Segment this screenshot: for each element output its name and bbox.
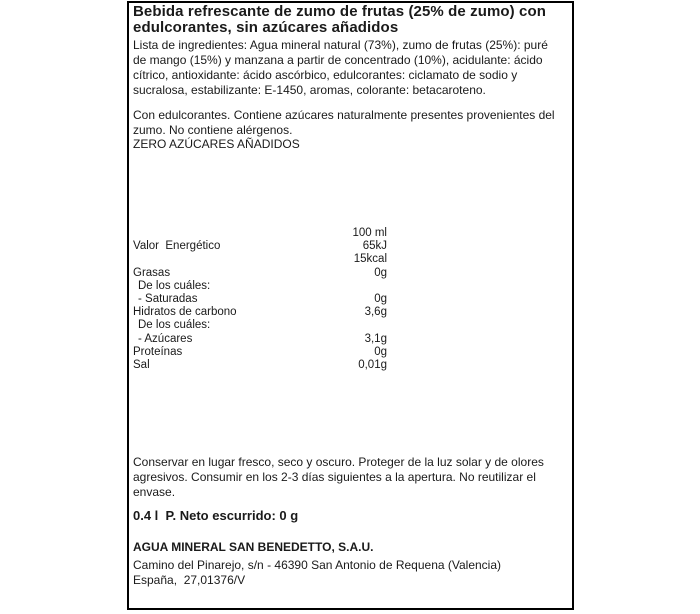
nutrition-row-label: - Azúcares	[138, 332, 193, 345]
nutrition-row-salt	[133, 359, 558, 372]
nutrition-row-of-which-carb	[133, 319, 558, 332]
product-title: Bebida refrescante de zumo de frutas (25% de zumo) con edulcorantes, sin azúcares añadidos	[133, 3, 546, 36]
nutrition-row-label: Grasas	[133, 266, 171, 279]
manufacturer-address: Camino del Pinarejo, s/n - 46390 San Antonio de Requena (Valencia)	[133, 558, 502, 572]
net-content: 0.4 l P. Neto escurrido: 0 g	[133, 508, 299, 523]
nutrition-row-value: 0,01 g	[358, 359, 387, 371]
nutrition-row-label: De los cuáles:	[138, 319, 211, 332]
nutrition-row-value: 0 g	[374, 266, 387, 279]
nutrition-row-value: 3,1 g	[364, 332, 387, 345]
nutrition-row-label: Sal	[133, 359, 150, 371]
nutrition-row-protein	[133, 346, 558, 359]
nutrition-row-energy-kcal	[133, 253, 558, 266]
manufacturer-name: AGUA MINERAL SAN BENEDETTO, S.A.U.	[133, 540, 374, 554]
nutrition-column-header-row	[133, 227, 558, 240]
nutrition-row-value: 0 g	[374, 345, 387, 358]
nutrition-row-value: 65 kJ	[362, 240, 387, 253]
nutrition-row-label: Valor Energético	[133, 240, 221, 253]
sweeteners-note: Con edulcorantes. Contiene azúcares naturalmente presentes provenientes del zumo. No contiene alérgenos.	[133, 108, 555, 137]
nutrition-row-label: De los cuáles:	[138, 279, 211, 292]
nutrition-row-of-which-fat	[133, 280, 558, 293]
nutrition-row-label: - Saturadas	[138, 292, 198, 305]
nutrition-row-saturates	[133, 293, 558, 306]
ingredients-text: Lista de ingredientes: Agua mineral natural (73%), zumo de frutas (25%): puré de mango (15%) y manzana a partir de concentrado (10%), acidulante: ácido cítrico, antioxidante: ácido ascórbico, edulcorantes: ciclamato de sodio y sucralosa, estabilizante: E-1450, aromas, colorante: betacaroteno.	[133, 38, 548, 97]
nutrition-row-value: 3,6 g	[364, 306, 387, 319]
nutrition-table	[133, 227, 558, 372]
storage-instructions: Conservar en lugar fresco, seco y oscuro. Proteger de la luz solar y de olores agresivos. Consumir en los 2-3 días siguientes a la apertura. No reutilizar el envase.	[133, 455, 544, 499]
nutrition-row-sugars	[133, 333, 558, 346]
nutrition-row-label: Proteínas	[133, 345, 183, 358]
zero-sugar-claim: ZERO AZÚCARES AÑADIDOS	[133, 137, 300, 152]
manufacturer-block	[133, 540, 558, 588]
nutrition-row-fat	[133, 267, 558, 280]
manufacturer-country-registration: España, 27,01376/V	[133, 573, 246, 587]
nutrition-row-carbohydrate	[133, 306, 558, 319]
nutrition-row-value: 15 kcal	[353, 253, 387, 266]
nutrition-column-header: 100 ml	[352, 227, 387, 239]
nutrition-row-energy	[133, 240, 558, 253]
nutrition-row-label: Hidratos de carbono	[133, 306, 237, 319]
sweeteners-note-block	[133, 108, 558, 152]
nutrition-row-value: 0 g	[374, 292, 387, 305]
product-label	[127, 1, 574, 610]
